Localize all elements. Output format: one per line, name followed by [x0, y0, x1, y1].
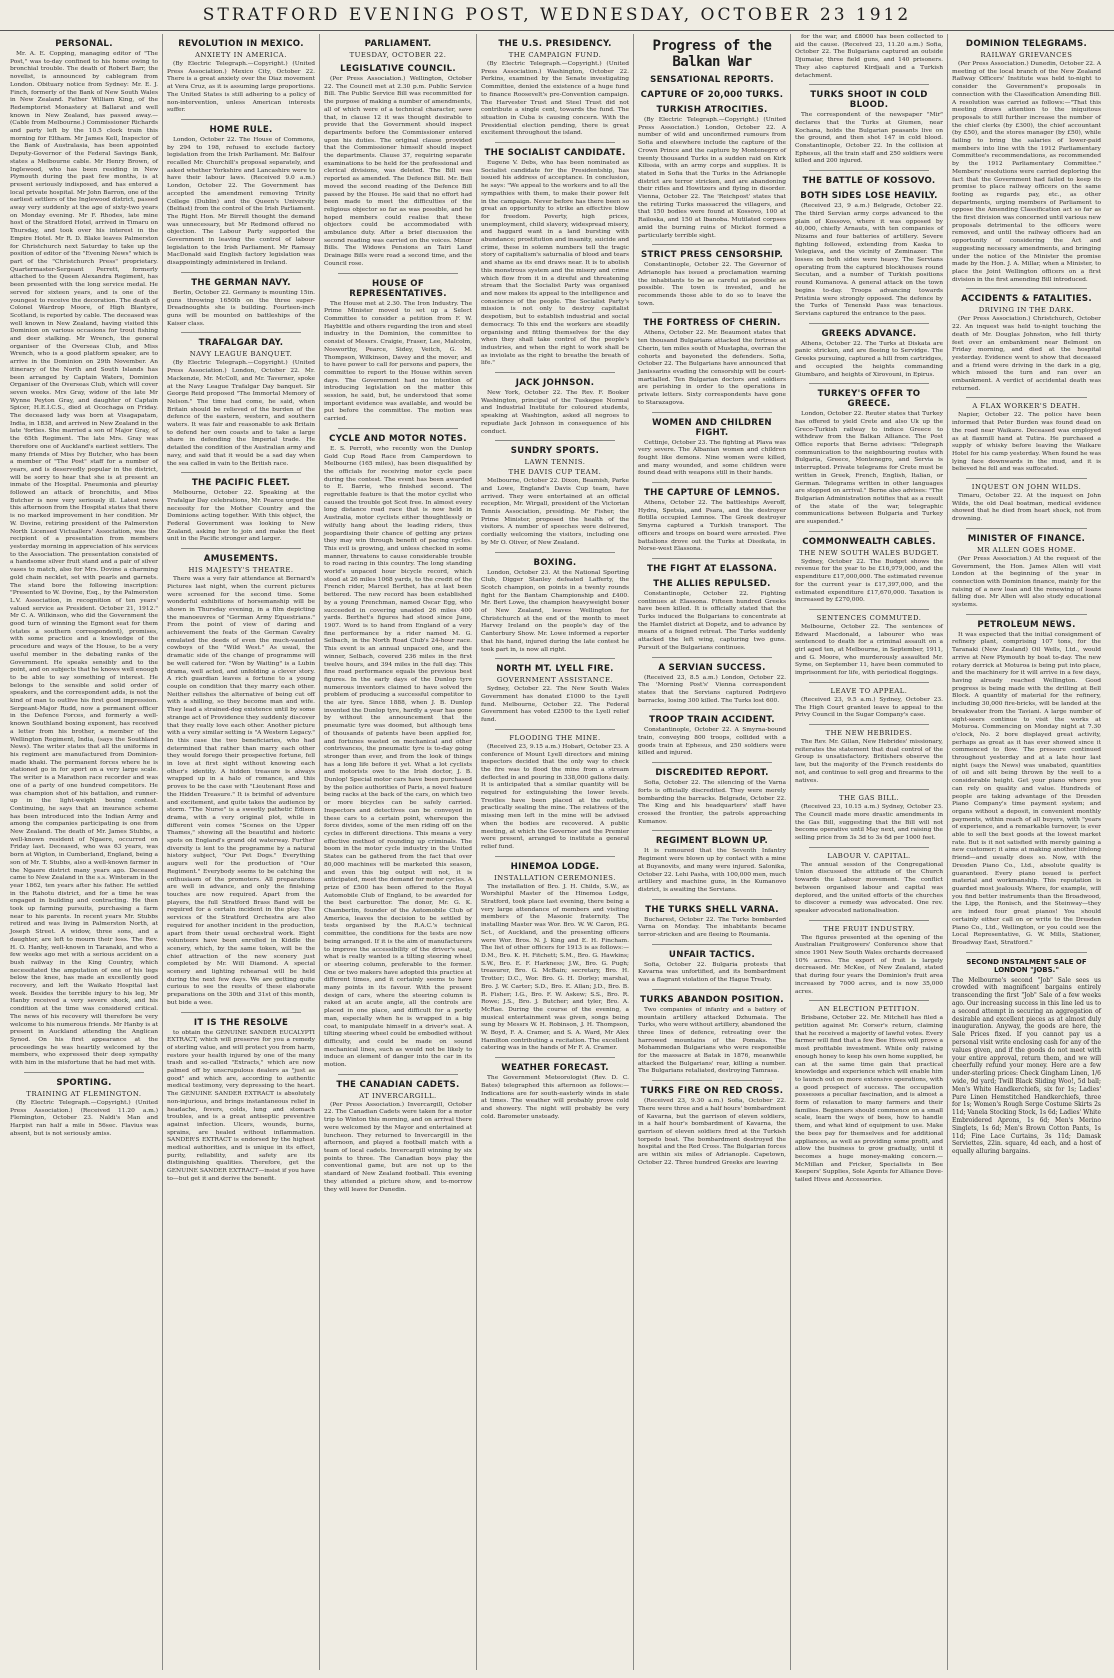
article-subheading: TUESDAY, OCTOBER 22. [349, 51, 447, 59]
article-subheading: THE CAMPAIGN FUND. [508, 51, 602, 59]
article-body: London, October 22. Reuter states that Turkey has offered to yield Crete and also Uk up the Greco-Turkish railway to induce Greece to withdraw from the Balkan Alliance. The Post Office reports that Berne advises: "Telegraph communication to the neighbouring routes with Bulgaria, Greece, Montenegro, and Servia is interrupted. Private telegrams for Crete must be written in Greek, French, English, Italian, or German. Telegrams written in other languages are stopped on arrival." Berne also advises: "The Bulgarian Administration notifies that as a result of the state of the war, telegraphic communications between Bulgaria and Turkey are suspended." [795, 411, 943, 526]
article-body: Two companies of infantry and a battery of mountain artillery attacked Dzhumaia. The Turks, who were without artillery, abandoned the three lines of defence, retreating over the harrowed mountains of the Pomaks. The Mohammedan Bulgarians who were responsible for the massacre at Batak in 1876, meanwhile attacked the Bulgarians' rear, killing a number. The Bulgarians retaliated, destroying Tamrasa. [638, 1006, 786, 1075]
newspaper-columns [6, 34, 1108, 1670]
divider [652, 944, 772, 945]
article-subheading: ANXIETY IN AMERICA. [195, 51, 287, 59]
article-body: It was expected that the initial consignment of refinery plant, comprising 107 tons, for the Taranaki (New Zealand) Oil Wells, Ltd., would arrive at New Plymouth by boat to-day. The new rotary derrick at Moturoa is being put into place, and the machinery for it will arrive in a few days, having already reached Wellington. Good progress is being made with the drilling at Bell Block. A quantity of material for the refinery, including 30,000 fire-bricks, will be landed at the breakwater from the Taviani. A large number of sight-seers continue to visit the works at Moturoa. Commencing on Monday night at 7.30 o'clock, No. 2 bore displayed great activity, perhaps as great as it has ever showed since it commenced to flow. The pressure continued throughout yesterday and at a late hour last night (says the News) was unabated, quantities of oil and silt being thrown by the well to a considerable height. Get your piano where you can rely on quality and value. Hundreds of people are taking advantage of the Dresden Piano Company's time payment system; and organs without a deposit, in convenient monthly payments, within reach of all buyers, with "years of experience, and a remarkable turnover, is ever able to sell the best goods at the lowest market rate. But is it not satisfied with merely gaining a new customer; it aims at making another lifelong friend—and usually does so. Now, with the Dresden Piano Co., Ltd., absolute quality is guaranteed. Every piano issued is perfect material and workmanship. This reputation is guarded most jealously. Where, for example, will you find better instruments than the Broadwood, the Lipp, the Ronisch, and the Steinway—they are indeed four great pianos! You should certainly either call on or write to the Dresden Piano Co., Ltd., Wellington, or you could see the Local Representative, G. W. Mills, Stationer, Broadway East, Stratford." [952, 631, 1101, 946]
article-body: Bucharest, October 22. The Turks bombarded Varna on Monday. The inhabitants became terror-stricken and are fleeing to Roumania. [638, 916, 786, 939]
divider [809, 847, 929, 848]
divider [966, 952, 1087, 953]
article-subheading: MR ALLEN GOES HOME. [976, 545, 1077, 554]
article-heading: CYCLE AND MOTOR NOTES. [329, 433, 467, 444]
article-heading: THE GERMAN NAVY. [191, 277, 291, 288]
divider [652, 312, 772, 313]
divider [652, 558, 772, 559]
article-body: The annual session of the Congregational Union discussed the attitude of the Church towards the Labour movement. The conflict between organised labour and capital was deplored, and the united efforts of the churches to discover a remedy was advocated. One rev. speaker advocated nationalisation. [795, 861, 943, 914]
article-subheading: LAWN TENNIS. [524, 458, 586, 467]
divider [809, 609, 929, 610]
article-body: The House met at 2.30. The Iron Industry. The Prime Minister moved to set up a Select Committee to consider a petition from F. W. Haybittle and others regarding the iron and steel industry in the Dominion, the committee to consist of Messrs. Craigie, Fraser, Lee, Malcolm, Nosworthy, Pearce, Sidey, Veitch, G. M. Thompson, Wilkinson, Davey and the mover, and to have power to call for persons and papers, the committee to report to the House within seven days. The Government had no intention of introducing legislation on the matter this session, he said, but, he understood that some important evidence was available, and would be put before the committee. The motion was carried. [324, 300, 472, 423]
article-subheading: LEAVE TO APPEAL. [830, 686, 908, 695]
article-heading: SPORTING. [56, 1077, 112, 1088]
article-heading: DOMINION TELEGRAMS. [965, 39, 1088, 49]
divider [495, 729, 615, 730]
article-subheading: THE DAVIS CUP TEAM. [508, 468, 602, 477]
divider [181, 1012, 301, 1013]
article-body: London, October 22. The House of Commons, by 294 to 198, refused to exclude factory legislation from the Irish Parliament. Mr. Balfour recalled Mr. Churchill's proposal separately, and asked whether Yorkshire and Lancashire were to have their labour laws. (Received 9.0 a.m.) London, October 22. The Government has accepted the amendment removing Trinity College (Dublin) and the Queen's University (Belfast) from the control of the Irish Parliament. The Right Hon. Mr Birrell thought the demand was unnecessary, but Mr Redmond offered no objection. The Labour Party supported the Government in leaving the control of labour legislation to the Irish Parliament. Mr Ramsay MacDonald said English factory legislation was disappointingly administered in Ireland. [167, 136, 315, 267]
article-heading: SECOND INSTALMENT SALE OF LONDON "JOBS." [966, 957, 1087, 974]
article-heading: THE SOCIALIST CANDIDATE. [484, 148, 626, 159]
divider [809, 383, 929, 384]
article-heading: WEATHER FORECAST. [501, 1063, 609, 1074]
article-heading: IT IS THE RESOLVE [193, 1017, 289, 1028]
article-heading: TURKEY'S OFFER TO GREECE. [817, 389, 921, 410]
article-heading: THE U.S. PRESIDENCY. [498, 39, 612, 49]
divider [809, 170, 929, 171]
article-subheading: INQUEST ON JOHN WILDS. [971, 483, 1082, 492]
article-heading: BOXING. [533, 557, 577, 568]
article-heading: REVOLUTION IN MEXICO. [178, 39, 304, 49]
divider [24, 1072, 144, 1073]
article-body: to obtain the GENUINE SANDER EUCALYPTI EXTRACT, which will preserve for you a remedy of sterling value, and will protect you from harm, restore your health injured by one of the many trash and so-called "Extracts," which are now palmed off by unscrupulous dealers as "just as good" and which are, according to authentic medical testimony, very depressing to the heart. The GENUINE SANDER EXTRACT is absolutely non-injurious, and brings instantaneous relief in headache, fevers, colds, lung and stomach troubles, and is a great antiseptic preventive against infection. Ulcers, wounds, burns, sprains, are healed without inflammation. SANDER'S EXTRACT is endorsed by the highest medical authorities, and is unique in its effect, purity, reliability, and safety are its distinguishing qualities. Therefore, get the GENUINE SANDER EXTRACT—insist if you have to—but get it and derive the benefit. [167, 1029, 315, 1182]
divider [809, 920, 929, 921]
article-heading: LEGISLATIVE COUNCIL. [340, 64, 456, 74]
article-body: Eugene V. Debs, who has been nominated as Socialist candidate for the Presidentship, has issued his address of acceptance. In conclusion, he says: "We appeal to the workers and to all the sympathies with them, to make their power felt in the campaign. Never before has there been so great an opportunity to strike an effective blow for freedom. Poverty, high prices, unemployment, child slavery, widespread misery, and haggard want in a land bursting with abundance; prostitution and insanity, suicide and crime, these in solemn numbers tell the tragic story of capitalism's saturnalia of blood and tears and shame as its end draws near. It is to abolish this monstrous system and the misery and crime which flow from it in a direful and threatening stream that the Socialist Party was organised and now makes its appeal to the intelligence and conscience of the people. The Socialist Party's mission is not only to destroy capitalist despotism, but to establish industrial and social democracy. To this end the workers are steadily organising and fitting themselves for the day when they shall take control of the people's industries, and when the right to work shall be as inviolate as the right to breathe the breath of life." [481, 160, 629, 367]
divider [495, 372, 615, 373]
article-body: (By Electric Telegraph.—Copyright.) (United Press Association.) (Received 11.20 a.m.) Flemington, October 23. Naldi's Man and Harpist ran half a mile in 56sec. Flavius was absent, but is not seriously amiss. [10, 1099, 158, 1137]
article-body: (Per Press Association.) Wellington, October 22. The Council met at 2.30 p.m. Public Service Bill. The Public Service Bill was recommitted for the purpose of making a number of amendments, all of which were of a technical character, save that, in clause 12 it was thought desirable to provide that the Government should inspect departments before the Commissioner entered upon his duties. The original clause provided that the Commissioner himself should inspect the departments. Clause 37, requiring separate examinations to be held for the professional and clerical divisions, was deleted. The Bill was reported as amended. The Defence Bill. Mr. Bell moved the second reading of the Defence Bill passed by the House. He said that no effort had been made to meet the difficulties of the religious objector so far as was possible, and he hoped members could realise that these objectors could be accommodated with ambulance duty. After a brief discussion the second reading was carried on the voices. Minor Bills. The Widows Pensions an Tairi Land Drainage Bills were read a second time, and the Council rose. [324, 76, 472, 267]
article-heading: TURKS ABANDON POSITION. [640, 994, 784, 1005]
article-subheading: THE GAS BILL. [838, 794, 900, 803]
divider [966, 478, 1087, 479]
article-body: Sofia, October 22. Bulgaria protests that Kavarna was unfortified, and its bombardment was a flagrant violation of the Hague Treaty. [638, 961, 786, 984]
article-heading: TRAFALGAR DAY. [198, 338, 284, 349]
article-heading: COMMONWEALTH CABLES. [802, 536, 936, 547]
article-heading: UNFAIR TACTICS. [668, 949, 756, 960]
article-body: (By Electric Telegraph.—Copyright.) (United Press Association.) London, October 22. Mr. Mackenzie, Mr. McColl, and Mr. Taverner, spoke at the Navy League Trafalgar Day banquet. Sir George Reid proposed "The Immortal Memory of Nelson." The time had come, he said, when Britain should be relieved of the burden of the defence of the eastern, western, and southern waters. It was fair and reasonable to ask Britain to defend her own coasts and to take a large share in defending the Imperial trade. He detailed the condition of the Australian army and navy, and said that it would be a sad day when the sea called in vain to the British race. [167, 360, 315, 467]
article-body: The figures presented at the opening of the Australian Fruitgrowers' Conference show that since 1901 New South Wales orchards decreased 10% acres. The export of fruit is largely decreased. Mr. McKee, of New Zealand, stated that during four years the Dominion's fruit area increased by 7000 acres, and is now 35,000 acres. [795, 934, 943, 995]
article-body: (Received 23, 10.15 a.m.) Sydney, October 23. The Council made more drastic amendments in the Gas Bill, suggesting that the Bill will not become operative until May next, and raising the selling price from 3s 3d to 3s 6d per 1000 feet. [795, 804, 943, 842]
article-heading: STRICT PRESS CENSORSHIP. [640, 250, 784, 261]
divider [966, 528, 1087, 529]
article-heading: THE CANADIAN CADETS. [336, 1079, 460, 1090]
article-body: The Melbourne's second "Job" Sale sees us crowded with magnificent bargains entirely transcending the first "Job" Sale of a few weeks ago. Our increasing success in this line led us to a second attempt in securing an aggregation of desirable and excellent pieces as at almost duly inauguration. Anyway, the goods are here, the Sale Prices fixed. If you cannot pay us a personal visit write enclosing cash for any of the values given, and if the goods do not meet with your entire approval, return them, and we will cheerfully refund your money. Here are a few under-sterling prices: Check Gingham Linen, 1/6 wide, 9d yard; Twill Black Sliding Woo!, 5d ball; Men's White Handkerchiefs, six for 1s; Ladies' Pure Linen Hemstitched Handkerchiefs, three for 1s; Women's Rough Serge Costume Skirts 2s 11d; Vanela Stocking Stock, 1s 6d; Ladies' White Embroidered Aprons, 1s 6d; Men's Merino Singlets, 1s 6d; Men's Brown Cotton Pants, 1s 11d; Fine Lace Curtains, 3s 11d; Damask Serviettes, 22in. square, 4d each, and a host of equally alluring bargains. [952, 976, 1101, 1156]
article-heading: SUNDRY SPORTS. [510, 446, 600, 457]
divider [495, 658, 615, 659]
article-body: (Per Press Association.) At the request of the Government, the Hon. James Allen will visit London at the beginning of the year in connection with Dominion finance, mainly for the raising of a new loan and the renewing of loans falling due. Mr Allen will also study educational systems. [952, 555, 1101, 609]
article-body: for the war, and £8000 has been collected to aid the cause. (Received 23, 11.20 a.m.) Sofia, October 22. The Bulgarians captured an outside Djumaiar, three field guns, and 140 prisoners. They also captured Kirdjaali and a Turkish detachment. [795, 34, 943, 79]
divider [495, 552, 615, 553]
article-subheading: THE FRUIT INDUSTRY. [823, 924, 915, 933]
article-subheading: NAVY LEAGUE BANQUET. [189, 350, 293, 359]
article-subheading: HIS MAJESTY'S THEATRE. [188, 566, 294, 575]
divider [652, 657, 772, 658]
article-body: The Rev. Mr. Gillan, New Hebrides' missionary, reiterates the statement that dual control of the Group is unsatisfactory. Britishers observe the law, but the majority of the French residents do not, and continue to sell grog and firearms to the natives. [795, 739, 943, 784]
article-body: Melbourne, October 22. Speaking at the Trafalgar Day celebrations, Mr. Pearce urged the necessity for the Mother Country and the Dominions acting together. With this object, the Federal Government was looking to New Zealand, asking her to join and make the fleet unit in the Pacific stronger and larger. [167, 490, 315, 543]
article-heading: MINISTER OF FINANCE. [967, 533, 1086, 544]
article-body: (Per Press Association.) Dunedin, October 22. A meeting of the local branch of the New Zealand Railway Officers' Institute was held to-night to consider the Government's proposals in connection with the Classification Amending Bill. A resolution was carried as follows:—"That this meeting draws attention to the iniquitous proposals to still further increase the number of the chief clerks (by £300), the chief accountant (by £50), and the stores manager (by £50), while failing to bring the salaries of lower-paid members into line with the 1912 Parliamentary Committee's recommendations, as recommended by the 1912 Parliamentary Committee." Members' resolutions were carried deploring the fact that the Government had failed to keep its promise to place railway officers on the same footing as regards pay, etc., as other departments, urging members of Parliament to oppose the Amending Classification act so far as the first division was concerned until various new proposals detrimental to the officers were removed, and until the railway officers had an opportunity of considering the Act and suggesting necessary amendments, and bringing under the notice of the Minister the promise made by the Hon. J. A. Millar, when a Minister, to place the Joint Wellington officers on a first division in the first amending Bill introduced. [952, 61, 1102, 283]
article-body: (By Electric Telegraph.—Copyright.) (United Press Association.) Washington, October 22. Perkins, examined by the Senate investigating Committee, denied the existence of a huge fund to finance Roosevelt's pre-Convention campaign. The Harvester Trust and Steel Trust did not contribute a single cent, towards the fund. The situation in Cuba is causing concern. With the Presidential election pending, there is great excitement throughout the island. [481, 61, 629, 137]
divider [652, 762, 772, 763]
divider [809, 724, 929, 725]
article-body: (Received 23, 9.30 a.m.) Sofia, October 22. There were three and a half hours' bombardment of Kavarna, but the garrison of eleven soldiers, in a half hour's bombardment of Kavarna, the garrison of eleven soldiers fired at the Turkish torpedo boat. The bombardment destroyed the hospital and the Red Cross. The Bulgarian forces are within six miles of Adrianople. Capetown, October 22. Three hundred Greeks are leaving [638, 1098, 786, 1166]
article-heading: PERSONAL. [55, 39, 113, 49]
article-heading: GREEKS ADVANCE. [821, 328, 917, 339]
divider [652, 899, 772, 900]
divider [652, 412, 772, 413]
article-body: It is rumoured that the Seventh Infantry Regiment were blown up by contact with a mine at Buyanovits, and many were injured. Salonika, October 22. Lehi Pasha, with 100,000 men, much artillery and machine guns, in the Kumanovo district, is awaiting the Servians. [638, 848, 786, 893]
divider [652, 1080, 772, 1081]
article-subheading: THE NEW HEBRIDES. [825, 729, 913, 737]
article-heading: PETROLEUM NEWS. [977, 619, 1076, 630]
article-body: There was a very fair attendance at Bernard's Pictures last night, when the current pictures were screened for the second time. Some wonderful exhibitions of horsemanship will be shown in Thursday evening, in a film depicting the manoeuvres of "German Army Equestrians." From the point of view of daring and achievement the feats of the German Cavalry emulated the deeds of even the much-vaunted cowboys of the "Wild West." As usual, the dramatic side of the change of programme will be well catered for. "Won by Waiting" is a Lubin drama, well acted, and unfolding a clever story. A rich guardian leaves a fortune to a young couple on condition that they marry each other. Neither relishes the alternative of being cut off with a shilling, so they become man and wife. They lead a strained-dog existence until by some strange act of Providence they suddenly discover that they really love each other. Another picture with a very similar setting is "A Western Legacy." In this case the two beneficiaries, who had determined that rather than marry each other they would forego their prospective fortune, fell in love at first sight without knowing each other's identity. A hidden treasure is always wrapped up in a halo of romance, and this proves to be the case with "Lieutenant Rose and the Hidden Treasure." It is brimful of adventure and excitement, and quite takes the audience by storm. "The Nurse" is a sweetly pathetic Edison drama, with a very original plot, while in different vein comes "Scenes on the Upper Thames," showing all the beautiful and historic spots on England's grand old waterway. Further diversity is lent to the programme by a natural history subject, "Our Pet Dogs." Everything augurs well for the production of "Our Regiment." Everybody seems to be catching the enthusiasm of the promoters. All preparations are well in advance, and only the finishing touches are now required. Apart from the players, the full Stratford Brass Band will be required for a certain incident in the play. The services of the Stratford Orchestra are also required for another incident in the production, apart from their usual orchestral work. Eight volunteers have been enrolled in Kiddle the scenery, which, by the same token, will be the chief attraction of the new scenery just completed by Mr. Will Diamond. A special scenery and lighting rehearsal will be held during the next few days. We are getting quite curious to see the results of these elaborate preparations on the 30th and 31st of this month, but bide a wee. [167, 576, 315, 1006]
divider [181, 548, 301, 549]
masthead: STRATFORD EVENING POST, WEDNESDAY, OCTOBER 23 1912 [0, 0, 1114, 31]
article-heading: THE BATTLE OF KOSSOVO. [802, 176, 936, 187]
divider [181, 119, 301, 120]
divider [181, 332, 301, 333]
divider [495, 856, 615, 857]
divider [652, 482, 772, 483]
article-subheading: LABOUR V. CAPITAL. [827, 851, 911, 860]
article-body: New York, October 22. The Rev. F. Booker Washington, principal of the Tuskegee Normal and Industrial Institute for coloured students, speaking at Washington, asked all negroes to repudiate Jack Johnson in consequence of his conduct. [481, 390, 629, 435]
article-heading: DISCREDITED REPORT. [655, 768, 769, 779]
article-heading: JACK JOHNSON. [515, 378, 595, 389]
divider [966, 288, 1087, 289]
article-subheading: INSTALLATION CEREMONIES. [494, 873, 616, 882]
column-1 [6, 34, 163, 1670]
divider [652, 244, 772, 245]
divider [338, 428, 458, 429]
divider [809, 531, 929, 532]
article-body: (Received 23, 9.15 a.m.) Hobart, October 23. A conference of Mount Lyell directors and mining inspectors decided that the only way to check the fire was to flood the mine from a stream deflected in and pouring in 338,000 gallons daily. It is anticipated that a similar quantity will be required for extinguishing the lower levels. Trestles have been placed at the outlets, practically sealing the mine. The relatives of the missing men left in the mine will be advised when the bodies are recovered. A public meeting, at which the Governor and the Premier were present, arranged to institute a general relief fund. [481, 743, 629, 850]
article-heading: Progress of the Balkan War [652, 38, 772, 70]
divider [809, 1000, 929, 1001]
article-heading: THE TURKS SHELL VARNA. [645, 904, 779, 915]
article-heading: REGIMENT BLOWN UP. [655, 836, 769, 847]
article-heading: TURKS FIRE ON RED CROSS. [640, 1086, 784, 1097]
article-body: Brisbane, October 22. Mr. Mitchell has filed a petition against Mr. Corser's return, claiming that he received a majority of lawful votes. Every farmer will find that a few Bee Hives will prove a most profitable investment. While only raising enough honey to keep his own home supplied, he can at the same time gain that practical knowledge and experience which will enable him to launch out on more extensive operations, with a good prospect of success. The occupation possesses a peculiar fascination, and is almost a form of relaxation to many farmers and their families. Beginners should commence on a small scale, learn the ways of bees, how to handle them, and what kind of equipment to use. Make the bees pay for themselves and for additional appliances, as well as providing some profit, and allow the business to grow gradually, until it becomes a huge money-making concern.—McMillan and Fricker, Specialists in Bee Keepers' Supplies, Sole Agents for Alliance Dove-tailed Hives and Accessories. [795, 1015, 943, 1184]
column-7 [948, 34, 1105, 1670]
article-body: Sofia, October 22. The silencing of the Varna forts is officially discredited. They were merely bombarding the barracks. Belgrade, October 22. The King and his headquarters' staff have crossed the frontier, the patrols approaching Kumanov. [638, 780, 786, 825]
column-4 [477, 34, 634, 1670]
divider [181, 272, 301, 273]
article-heading: AMUSEMENTS. [203, 554, 279, 565]
article-subheading: THE NEW SOUTH WALES BUDGET. [799, 548, 939, 557]
article-body: Mr. A. E. Copping, managing editor of "The Post," was to-day confined to his home owing to bronchial trouble. The death of Robert Barr, the novelist, is announced by cablegram from London. Obituary notice from Sydney: Mr. E. J. Finch, formerly of the Bank of New South Wales in New Zealand. Father William King, of the Redemptorist Monastery at Ballarat and well known in New Zealand, has passed away.—(Cable from Melbourne.) Commissioner Richards and party left by the 10.5 clock train this morning for Eltham. Mr James Kell, Inspector of the Bank of Australasia, has been appointed Deputy-Governor of the Federal Savings Bank, states a Melbourne cable. Mr Henry Brown, of Inglewood, who has been residing in New Plymouth during the past few months, is at present seriously indisposed, and has entered a local private hospital. Mr John Barron, one of the earliest settlers of the Inglewood district, passed away very suddenly at the age of sixty-two years on Monday evening. Mr F. Rhodes, late mine host of the Stratford Hotel, arrived in Timaru on Thursday, and took over his interest in the Empire Hotel. Mr R. D. Blake leaves Palmerston for Christchurch next Saturday to take up the position of editor of the "Evening News" which is part of the "Christchurch Press" proprietary. Quartermaster-Sergeant Perrett, formerly attached to the Queen Alexandra Regiment, has been presented with the long service medal. He served for sixteen years, and is one of the youngest to receive the decoration. The death of Colonel Wardrop Moore, of High Blantyre, Scotland, is reported by cable. The deceased was well known in New Zealand, having visited this Dominion on various occasions for trout fishing and deer stalking. Mr Wrench, the general organiser of the Overseas Club, and Miss Wrench, who is a good platform speaker, are to arrive in the Dominion on 29th November. An itinerary of the North and South Islands has been arranged by Captain Waters, Dominion Organiser of the Overseas Club, which will cover seven weeks. Mrs Gray, widow of the late Mr Wynne Peyton Gray, and daughter of Captain Spicer, H.E.I.C.S., died at Ocochaga on Friday. The deceased lady was born at Visagapatam, India, in 1838, and arrived in New Zealand in the late 'forties. She married a son of Major Gray, of the 65th Regiment. The late Mrs. Gray was therefore one of Auckland's earliest settlers. The many friends of Miss Ivy Butcher, who has been a member of "The Post" staff for a number of years, and is deservedly popular in the district, will be sorry to hear that she is at present an inmate of the Hospital. Pneumonia and pleurisy followed an attack of bronchitis, and Miss Butcher is now very seriously ill. Latest news this afternoon from the Hospital states that there is no marked improvement in her condition. Mr W. Dovine, retiring president of the Palmerston North Licensed Victuallers' Association, was the recipient of a presentation from members yesterday morning in appreciation of his services to the Association. The presentation consisted of a handsome silver fruit stand and a pair of silver vases to match, also for Mrs. Dovine a charming gold chain necklet, set with pearls and garnets. The stand bore the following inscription: "Presented to W. Dovine, Esq., by the Palmerston L.V. Association, in recognition of ten years' valued service as President. October 21, 1912." Mr C. A. Wilkinson, who did the Government the good turn of winning the Egmont seat for them (states a southern correspondent), promises, with some practice and a knowledge of the procedure and ways of the House, to be a very useful member in the debating ranks of the Government. He speaks sensibly and to the point, and on subjects that he knows well enough to be able to say something of interest. He belongs to the sensible and solid order of speakers, and the correspondent adds, is not the kind of man to outlive his first good impression. Sergeant-Major Rudd, now a permanent officer in the Defence Forces, and formerly a well-known Southland boxing exponent, has received a letter from his brother, a member of the Wellington Regiment, India, (says the Southland News). The writer states that all the uniforms in his regiment are manufactured from Dominion-made khaki. The permanent forces where he is stationed go in for sport on a very large scale. The writer is a Marathon race recorder and was one of a party of one hundred competitors. He was champion shot of his battalion, and runner-up in the light-weight boxing contest. Continuing, he says that an insurance scheme has been introduced into the Indian Army and among the companies participating is one from New Zealand. The death of Mr. James Stubbs, a well-known resident of Ngaere, occurred on Friday last. Deceased, who was 63 years, was born at Wigton, in Cumberland, England, being a son of Mr. T. Stubbs, also a well-known farmer in the Ngaere district many years ago. Deceased came to New Zealand in the s.s. Winteram in the year 1862, ten years after his father. He settled in the Rahotu district, and for a time he was engaged in building and contracting. He then took up farming pursuits, purchasing a farm near to his parents. In recent years Mr. Stubbs retired and was living in Palmerston North, at Joseph Street. A widow, three sons, and a daughter, are left to mourn their loss. The Rev. H. O. Hanby, well-known in Taranaki, and who a few weeks ago met with a serious accident on a bush railway in the King Country, which necessitated the amputation of one of his legs below the knee, has made an excellently good recovery, and left the Waikato Hospital last week. Besides the terrible injury to his leg, Mr Hanby received a very severe shock, and his condition at the time was considered critical. The news of his recovery will therefore be very welcome to his numerous friends. Mr Hanby is at present in Auckland attending the Anglican Synod. On his first appearance at the proceedings he was heartily welcomed by the members, who expressed their deep sympathy with him in the misfortune that he had met with. [10, 51, 158, 1067]
article-body: Cettinje, October 23. The fighting at Plava was very severe. The Albanian women and children fought like demons. Nine women were killed, and many wounded, and some children were found dead with weapons still in their hands. [638, 439, 786, 477]
column-5 [634, 34, 791, 1670]
article-heading: THE CAPTURE OF LEMNOS. [643, 488, 781, 499]
divider [966, 397, 1087, 398]
article-subheading: FLOODING THE MINE. [509, 733, 601, 742]
article-subheading: SENTENCES COMMUTED. [816, 613, 922, 622]
divider [181, 472, 301, 473]
article-subheading: DRIVING IN THE DARK. [978, 306, 1075, 315]
article-body: (By Electric Telegraph.—Copyright.) (United Press Association.) Mexico City, October 22. There is a great anxiety over the Diaz movement at Vera Cruz, as it is assuming large proportions. The United States is still adhering to a policy of non-intervention, unless American interests suffer. [167, 61, 315, 114]
column-2 [163, 34, 320, 1670]
article-body: Constantinople, October 22. Fighting continues at Elassona. Fifteen hundred Greeks have been killed. It is officially stated that the Turks induced the Bulgarians to concentrate at the Hamlet district at Dopetz, and to advance by means of a feigned retreat. The Turks suddenly attacked the left wing, capturing two guns. Pursuit of the Bulgarians continues. [638, 590, 786, 651]
article-body: Athens, October 22. The Turks at Diskata are panic stricken, and are fleeing to Servidge. The Greeks pursuing, captured a hill from cartridges, and occupied the heights commanding Giumbaro, and heights of Xirovouni, in Epirus. [795, 340, 943, 378]
article-body: Sydney, October 22. The Budget shows the revenue for the year to be £16,979,000, and the expenditure £17,000,000. The estimated revenue for the current year is £17,397,000, and the estimated expenditure £17,670,000. Taxation is increased by £270,000. [795, 558, 943, 604]
article-body: (Received 23, 9 a.m.) Belgrade, October 22. The third Servian army corps advanced to the plain of Kossovo, where it was opposed by 40,000, chiefly Arnauts, with ten companies of Nizams and four batteries of artillery. Severe fighting followed, extending from Kaska to Velegiava, and the vicinity of Zeminazer. The losses on both sides were heavy. The Servians operating from the captured blockhouses round Secutan, and a number of Turkish positions round Kumanova. A general attack on the town begins to-day. Troops advancing towards Pristinia were strongly opposed. The defence by the Turks of Tenenski Pass was tenacious. Servians captured the entrance to the pass. [795, 203, 943, 317]
divider [652, 989, 772, 990]
article-body: London, October 23. At the National Sporting Club, Digger Stanley defeated Lafferty, the Scotch champion, on points in a twenty rounds fight for the Bantam Championship and £400. Mr. Bert Lowe, the champion heavyweight boxer of New Zealand, leaves Wellington for Christchurch at the end of the month to meet Harvey Ireland on the people's day of the Canterbury Show. Mr. Lowe informed a reporter that his hand, injured during the late contest he took part in, is now all right. [481, 569, 629, 653]
article-body: Constantinople, October 22. A Smyrna-bound train, conveying 800 troops, collided with a goods train at Ephesus, and 250 soldiers were killed and injured. [638, 727, 786, 757]
column-6 [791, 34, 948, 1670]
article-body: The correspondent of the newspaper "Mir" declares that the Turks at Giumen, near Kochana, holds the Bulgarian peasants live on the ground, and then shot 147 in cold blood. Constantinople, October 22. In the collision at Ephesus, all the train staff and 250 soldiers were killed and 200 injured. [795, 112, 943, 165]
article-heading: HOUSE OF REPRESENTATIVES. [349, 278, 447, 299]
article-heading: SENSATIONAL REPORTS. [650, 75, 774, 85]
article-body: (Received 23, 9.5 a.m.) Sydney, October 23. The High Court granted leave to appeal to the Privy Council in the Sugar Company's case. [795, 696, 943, 719]
article-body: (Received 23, 8.5 a.m.) London, October 22. The 'Morning Post's' Vienna correspondent states that the Servians captured Podrijevo barracks, losing 300 killed. The Turks lost 600. [638, 674, 786, 704]
article-heading: BOTH SIDES LOSE HEAVILY. [800, 191, 938, 202]
article-heading: TURKS SHOOT IN COLD BLOOD. [810, 90, 928, 111]
divider [809, 84, 929, 85]
article-heading: THE FORTRESS OF CHERIN. [643, 318, 781, 329]
article-subheading: GOVERNMENT ASSISTANCE. [496, 676, 614, 685]
divider [338, 273, 458, 274]
article-heading: THE FIGHT AT ELASSONA. [646, 563, 778, 574]
divider [809, 682, 929, 683]
article-body: Timaru, October 22. At the inquest on John Wilds, the old Deal boatman, medical evidence showed that he died from heart shock, not from drowning. [952, 493, 1101, 523]
article-subheading: RAILWAY GRIEVANCES [980, 51, 1073, 59]
article-body: (By Electric Telegraph.—Copyright.) (United Press Association.) London, October 22. A number of wild and unconfirmed rumours from Sofia and elsewhere include the capture of the Crown Prince and the capture by Montenegro of twenty thousand Turks in a sudden raid on Kirk Kilissia, with an army corps and supplies. It is stated in Sofia that the Turks in the Adrianople district are terror stricken, and are abandoning their rifles and Howitzers and flying in disorder. Vienna, October 22. The 'Reichpost' states that the retiring Turks massacred the villagers, and that 150 bodies were found at Kossovo, 100 at Railoska, and 150 at Ibanoba. Mutilated corpses amid the burning ruins of Mickot formed a particularly terrible sight. [638, 117, 786, 239]
article-body: The Government Meteorologist (Rev. D. C. Bates) telegraphed this afternoon as follows:— Indications are for south-easterly winds in stale at times. The weather will probably prove cold and showery. The night will probably be very cold. Barometer unsteady. [481, 1075, 629, 1120]
divider [966, 614, 1087, 615]
article-subheading: A FLAX WORKER'S DEATH. [972, 402, 1081, 411]
article-body: E. S. Perrott, who recently won the Dunlop Gold Cup Road Race from Camperdown to Melbourne (165 miles), has been disqualified by the officials for receiving motor cycle pace during the contest. The event has been awarded to E. Barrie, who finished second. The regrettable feature is that the motor cyclist who caused the trouble got Scot free. In almost every long distance road race that is now held in Australia, motor cyclists either thoughtlessly or wilfully hang about the leading riders, thus jeopardising their chance of getting any prizes they may win through benefit of pacing cycles. This evil is growing, and unless checked in some manner, threatens to cause considerable trouble to road racing in this country. The long standing world's unpaced hour bicycle record, which stood at 26 miles 1068 yards, to the credit of the French rider, Marcel Berthet, has at last been bettered. The new record has been established by a young Frenchman, named Oscar Egg, who succeeded in covering unaided 26 miles 400 yards. Berthet's figures had stood since June, 1907. Word is to hand from England of a very fine performance by a rider named M. G. Selbach, in the North Road Club's 24-hour race. This event is an annual unpaced one, and the winner, Selbach, covered 236 miles in the first twelve hours, and 394 miles in the full day. This fine road performance equals the previous best figures. In the early days of the Dunlop tyre numerous inventors claimed to have solved the problem of producing a successful competitor to the air tyre. Since 1888, when J. B. Dunlop invented the Dunlop tyre, hardly a year has gone by without the announcement that the pneumatic tyre was doomed, but although tens of thousands of patents have been applied for, and fortunes wasted on mechanical and other contrivances, the pneumatic tyre is to-day going stronger than ever, and from the look of things has a long life before it yet. What a lot cyclists and motorists owe to the Irish doctor, J. B. Dunlop! Special motor cars have been purchased by the police authorities of Paris, a novel feature being racks at the back of the cars, on which two or more bicycles can be safely carried. Inspectors and detectives can be conveyed in these cars to a certain point, whereupon the force divides, some of the men riding off on the cycles in different directions. This means a very effective method of rounding up criminals. The boom in the motor cycle industry in the United States can be gathered from the fact that over 80,000 machines will be marketed this season, and even this big output will not, it is anticipated, meet the demand for motor cycles. A prize of £500 has been offered to the Royal Automobile Club of England, to be awarded for the best carburettor. The donor, Mr. G. K. Chamberlin, founder of the Automobile Club of America, leaves the decision to be settled by tests organised by the R.A.C.'s technical committee, the conditions for the tests are now being arranged. If it is the aim of manufacturers to improve the accessibility of the driver's seat, what is really wanted is a tilting steering wheel or steering column, preferable to the former. One or two makers have adopted this practice at different times, and it certainly seems to have many points in its favour. With the present design of cars, where the steering column is raked at an acute angle, all the controls are placed in one place, and difficult for a portly man, especially when he is wrapped in a big coat, to manipulate himself in a driver's seat. A tilting steering wheel could be embodied without difficulty, and could be made on sound mechanical lines, such as would not be likely to induce an element of danger into the car in its motion. [324, 445, 472, 1069]
article-heading: HINEMOA LODGE. [510, 861, 600, 872]
article-body: Athens, October 22. Mr. Beaumont states that ten thousand Bulgarians attacked the fortress at Cherin, ten miles south of Mustapha, overran the cohorts and bayoneted the defenders. Sofia, October 22. The Bulgarians have announced that Janissarins evading the censorship will be court-martialled. Ten Bulgarian doctors and soldiers are perishing in order to the operations in private letters. Sixty correspondents have gone to Starazagova. [638, 330, 786, 406]
article-body: Athens, October 22. The battleships Averoff, Hydra, Spetsia, and Psara, and the destroyer flotilla occupied Lemnos. The Greek destroyer Smyrna captured a Turkish transport. The officers and troops on board were arrested. Five battalions drove out the Turks at Dissikata, in Norse-west Elassona. [638, 500, 786, 553]
article-heading: THE PACIFIC FLEET. [191, 478, 291, 489]
article-subheading: AT INVERCARGILL. [359, 1091, 437, 1100]
divider [809, 789, 929, 790]
article-body: The installation of Bro. J. H. Childs, S.W., as Worshipful Master of the Hinemoa Lodge, Stratford, took place last evening, there being a very large attendance of members and visiting members of the Masonic fraternity. The installing Master was Wor. Bro. W. W. Caron, P.G. Sct., of Auckland, and the presenting officers were Wor. Bros. N. J. King and E. H. Fincham. The list of other officers for 1913 is as follows:—D.M., Bro. K. H. Fitchett; S.M., Bro. G. Hawkins; S.W., Bro. E. F. Harkness; J.W., Bro. G. Pugh; treasurer, Bro. G. McBain; secretary, Bro. H. Trotter; D.C., Wor. Bro. G. H. Dorley; marshal, Bro. J. W. Carter; S.D., Bro. E. Allan; J.D., Bro. B. R. Fisher; I.G., Bro. F. W. Askew; S.S., Bro. R. Rowe; J.S., Bro. J. Butcher; and tyler, Bro. A. McRae. During the course of the evening, a musical entertainment was given, songs being sung by Messrs W. H. Robinson, J. H. Thompson, W. Boyd, F. A. Cramer, and S. A. Ward, Mr Alex Hamilton contributing a recitation. The excellent catering was in the hands of Mr F. A. Cramer. [481, 883, 629, 1052]
article-body: Melbourne, October 22. The sentences of Edward Macdonald, a labourer who was sentenced to death for a criminal assault on a girl aged ten, at Melbourne, in September, 1911, and G. Moore, who murderously assaulted Mr. Syme, on September 11, have been commuted to imprisonment for life, with periodical floggings. [795, 623, 943, 677]
article-subheading: AN ELECTION PETITION. [818, 1005, 920, 1014]
article-body: Berlin, October 22. Germany is mounting 15in. guns throwing 1650lb on the three super-Dreadnoughts she is building. Fourteen-inch guns will be mounted on battleships of the Kaiser class. [167, 289, 315, 327]
divider [652, 830, 772, 831]
divider [495, 440, 615, 441]
article-heading: PARLIAMENT. [364, 39, 432, 49]
divider [652, 709, 772, 710]
article-heading: A SERVIAN SUCCESS. [658, 662, 766, 673]
divider [495, 1057, 615, 1058]
divider [495, 142, 615, 143]
article-heading: THE ALLIES REPULSED. [653, 578, 771, 589]
column-3 [320, 34, 477, 1670]
article-body: Melbourne, October 22. Dixon, Beamish, Parke and Lowe, England's Davis Cup team, have arrived. They were entertained at an official reception, Mr. Wirgall, president of the Victorian Tennis Association, presiding. Mr Fisher, the Prime Minister, proposed the health of the visitors. A number of speeches were delivered, cordially welcoming the visitors, including one by Mr O. Oliver, of New Zealand. [481, 478, 629, 546]
article-body: (Per Press Association.) Invercargill, October 22. The Canadian Cadets were taken for a motor trip to Winton this morning, and on arrival there were welcomed by the Mayor and entertained at luncheon. They returned to Invercargill in the afternoon, and played a football match with a team of local cadets. Invercargill winning by six points to three. The Canadian boys play the conventional game, but are not up to the standard of New Zealand football. This evening they attended a picture show, and to-morrow they will leave for Dunedin. [324, 1101, 472, 1193]
article-heading: TROOP TRAIN ACCIDENT. [649, 715, 775, 726]
article-subheading: TRAINING AT FLEMINGTON. [26, 1089, 142, 1098]
article-body: (Per Press Association.) Christchurch, October 22. An inquest was held to-night touching the death of Mr. Douglas Johnston, who fell thirty feet over an embankment near Belmont on Friday morning, and died at the hospital yesterday. Evidence went to show that deceased and a friend were driving in the dark in a gig, which missed the turn and ran over an embankment. A verdict of accidental death was returned. [952, 316, 1101, 392]
article-body: Constantinople, October 22. The Governor of Adrianople has issued a proclamation warning the inhabitants to be as careful as possible as possible. The town is invested, and he recommends those able to do so to leave the town. [638, 262, 786, 307]
article-heading: WOMEN AND CHILDREN FIGHT. [652, 417, 772, 438]
article-heading: CAPTURE OF 20,000 TURKS. [640, 90, 784, 100]
article-heading: HOME RULE. [209, 124, 273, 135]
article-heading: ACCIDENTS & FATALITIES. [961, 294, 1092, 305]
divider [338, 1074, 458, 1075]
article-heading: NORTH MT. LYELL FIRE. [496, 664, 614, 675]
article-heading: TURKISH ATROCITIES. [656, 105, 768, 115]
article-body: Napier, October 22. The police have been informed that Peter Burden was found dead on the road near Waikare. Deceased was employed as at flaxmill hand at Tutira. He purchased a supply of whisky before leaving the Waikare Hotel for his camp yesterday. When found he was lying face downwards in the mud, and it is believed he fell and was suffocated. [952, 412, 1101, 473]
divider [809, 323, 929, 324]
article-body: Sydney, October 22. The New South Wales Government has donated £1000 to the Lyell fund. Melbourne, October 22. The Federal Government has voted £2500 to the Lyell relief fund. [481, 686, 629, 724]
